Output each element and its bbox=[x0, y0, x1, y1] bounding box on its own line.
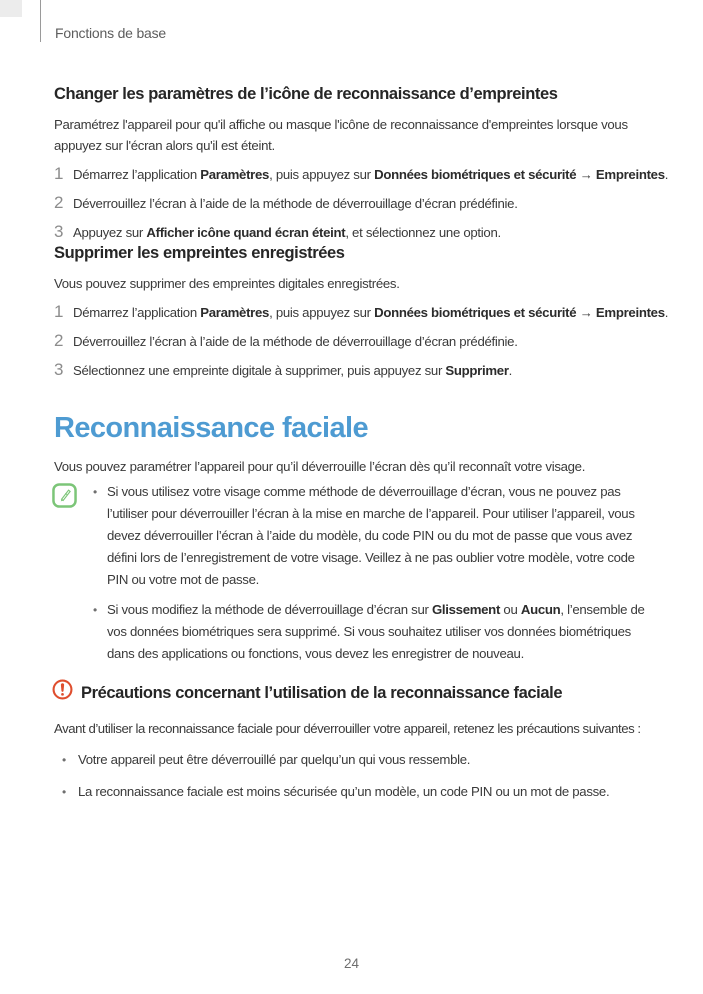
section-intro-fingerprint-icon: Paramétrez l'appareil pour qu'il affiche ou masque l'icône de reconnaissance d'empreintes lorsque vous appuyez sur l'écran alors qu'il est éteint. bbox=[54, 117, 628, 153]
bold-term: Données biométriques et sécurité bbox=[374, 167, 577, 182]
note-bullet bbox=[93, 599, 652, 665]
step-3 bbox=[54, 360, 655, 381]
step-number: 3 bbox=[54, 360, 64, 379]
bold-term: Données biométriques et sécurité bbox=[374, 305, 577, 320]
scan-artifact bbox=[0, 0, 22, 17]
arrow-glyph: → bbox=[576, 305, 596, 320]
step-number: 1 bbox=[54, 164, 64, 183]
step-number: 1 bbox=[54, 302, 64, 321]
chapter-title: Fonctions de base bbox=[55, 25, 167, 41]
bullet-dot: • bbox=[93, 603, 98, 617]
section-title-fingerprint-icon: Changer les paramètres de l’icône de reconnaissance d’empreintes bbox=[54, 85, 558, 103]
step-text: Sélectionnez une empreinte digitale à supprimer, puis appuyez sur Supprimer. bbox=[73, 363, 513, 378]
note-text: Si vous utilisez votre visage comme méthode de déverrouillage d’écran, vous ne pouvez pas l’utiliser pour déverrouiller l’écran à la mise en marche de l’appareil. Pour utiliser l’appareil, vous devez déverrouiller l’écran à l’aide du modèle, du code PIN ou du mot de passe que vous avez défini lors de l’enregistrement de votre visage. Veillez à ne pas oublier votre modèle, votre code PIN ou votre mot de passe. bbox=[107, 484, 635, 587]
step-number: 3 bbox=[54, 222, 64, 241]
precaution-text: La reconnaissance faciale est moins sécurisée qu’un modèle, un code PIN ou un mot de passe. bbox=[78, 784, 610, 799]
bold-term: Empreintes bbox=[595, 305, 665, 320]
precautions-intro: Avant d’utiliser la reconnaissance faciale pour déverrouiller votre appareil, retenez les précautions suivantes : bbox=[54, 721, 641, 736]
step-2 bbox=[54, 193, 655, 214]
steps-delete-fingerprints bbox=[54, 302, 669, 381]
page-number: 24 bbox=[343, 956, 360, 971]
step-text: Déverrouillez l’écran à l’aide de la méthode de déverrouillage d’écran prédéfinie. bbox=[73, 334, 518, 349]
steps-fingerprint-icon bbox=[54, 164, 669, 243]
section-title-delete-fingerprints: Supprimer les empreintes enregistrées bbox=[54, 244, 345, 262]
precautions-title bbox=[52, 679, 655, 706]
bullet-dot: • bbox=[93, 485, 98, 499]
step-text: Appuyez sur Afficher icône quand écran éteint, et sélectionnez une option. bbox=[73, 225, 501, 240]
bold-term: Paramètres bbox=[200, 167, 270, 182]
bold-term: Paramètres bbox=[200, 305, 270, 320]
step-2 bbox=[54, 331, 655, 352]
step-number: 2 bbox=[54, 331, 64, 350]
step-3 bbox=[54, 222, 655, 243]
bold-term: Aucun bbox=[520, 602, 561, 617]
precaution-bullet bbox=[54, 781, 655, 803]
step-1 bbox=[54, 302, 669, 323]
precautions-bullet-list bbox=[54, 749, 655, 803]
step-text: Déverrouillez l’écran à l’aide de la méthode de déverrouillage d’écran prédéfinie. bbox=[73, 196, 518, 211]
note-text: Si vous modifiez la méthode de déverrouillage d’écran sur Glissement ou Aucun, l’ensemble de vos données biométriques sera supprimé. Si vous souhaitez utiliser vos données biométriques dans des applications ou fonctions, vous devez les enregistrer de nouveau. bbox=[107, 602, 645, 661]
section-intro-delete-fingerprints: Vous pouvez supprimer des empreintes digitales enregistrées. bbox=[54, 276, 400, 291]
note-pencil-icon bbox=[52, 483, 77, 665]
arrow-glyph: → bbox=[576, 167, 596, 182]
chapter-rule bbox=[40, 0, 41, 42]
note-bullet bbox=[93, 481, 652, 591]
step-text: Démarrez l’application Paramètres, puis appuyez sur Données biométriques et sécurité → Empreintes. bbox=[73, 167, 669, 182]
note-panel bbox=[54, 481, 655, 665]
face-recognition-intro: Vous pouvez paramétrer l’appareil pour qu’il déverrouille l’écran dès qu’il reconnaît votre visage. bbox=[54, 459, 586, 474]
step-text: Démarrez l’application Paramètres, puis appuyez sur Données biométriques et sécurité → Empreintes. bbox=[73, 305, 669, 320]
bold-term: Glissement bbox=[431, 602, 501, 617]
bold-term: Supprimer bbox=[445, 363, 509, 378]
step-number: 2 bbox=[54, 193, 64, 212]
step-1 bbox=[54, 164, 669, 185]
bullet-dot: • bbox=[62, 785, 67, 799]
bold-term: Afficher icône quand écran éteint bbox=[146, 225, 346, 240]
warning-icon bbox=[52, 679, 73, 706]
precaution-bullet bbox=[54, 749, 655, 771]
precaution-text: Votre appareil peut être déverrouillé par quelqu’un qui vous ressemble. bbox=[78, 752, 471, 767]
note-bullet-list bbox=[93, 481, 652, 665]
bold-term: Empreintes bbox=[595, 167, 665, 182]
bullet-dot: • bbox=[62, 753, 67, 767]
chapter-section-title-face-recognition: Reconnaissance faciale bbox=[54, 412, 369, 444]
precautions-title-text: Précautions concernant l’utilisation de la reconnaissance faciale bbox=[81, 683, 563, 702]
